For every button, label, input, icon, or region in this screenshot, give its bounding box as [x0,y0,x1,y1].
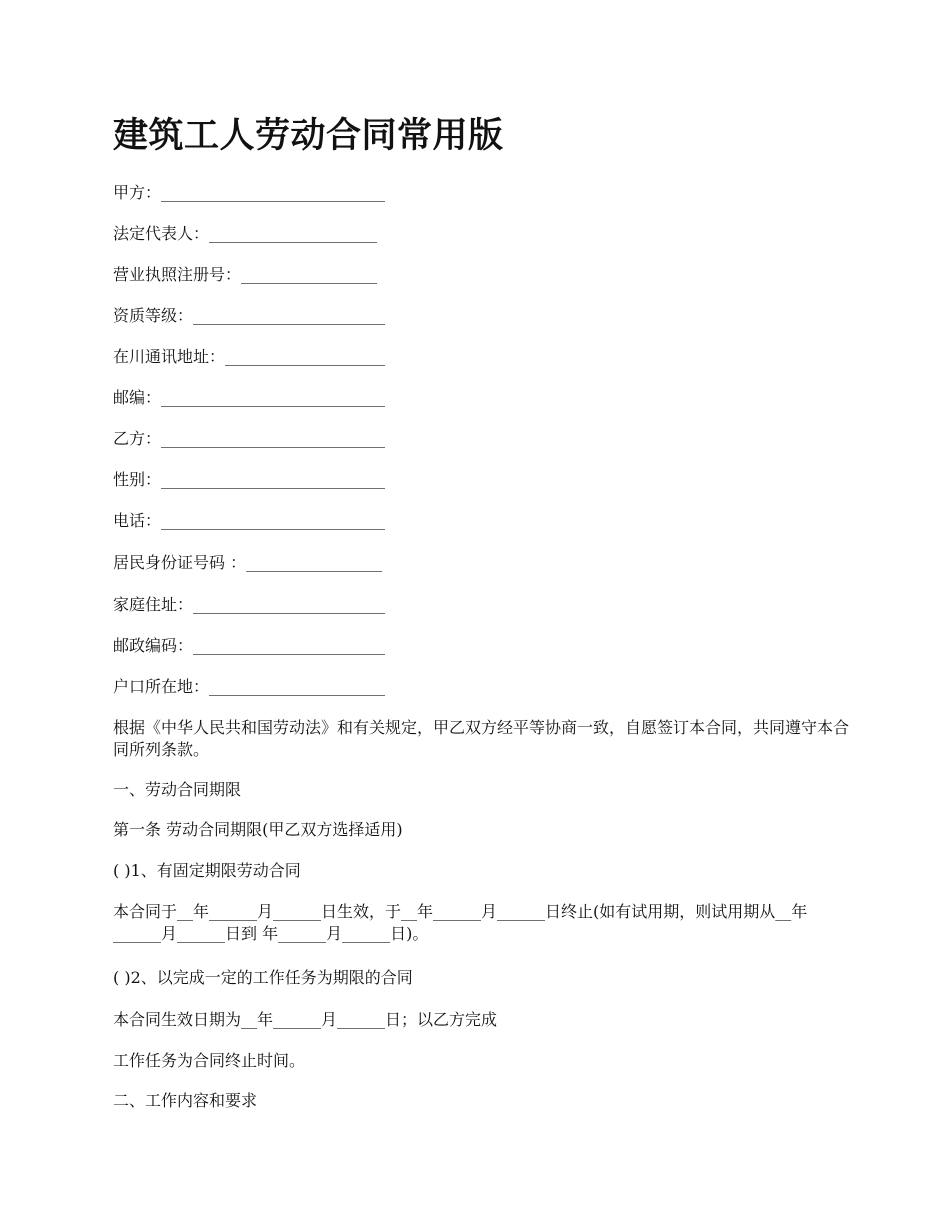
field-gender: 性别：____________________________ [113,470,386,489]
article-1: 第一条 劳动合同期限(甲乙双方选择适用) [113,820,403,839]
field-sichuan-address: 在川通讯地址：____________________ [113,347,386,366]
option-2-text-line-2: 工作任务为合同终止时间。 [113,1051,306,1070]
field-party-a: 甲方：____________________________ [113,183,386,202]
field-phone: 电话：____________________________ [113,511,386,530]
field-legal-representative: 法定代表人：_____________________ [113,224,378,243]
intro-paragraph: 根据《中华人民共和国劳动法》和有关规定，甲乙双方经平等协商一致，自愿签订本合同，共同遵守本合同所列条款。 [113,718,850,759]
field-postcode-b: 邮政编码：________________________ [113,636,386,655]
option-2-heading: ( )2、以完成一定的工作任务为期限的合同 [113,968,413,987]
option-1-heading: ( )1、有固定期限劳动合同 [113,861,301,880]
field-id-number: 居民身份证号码 ：_________________ [113,553,383,572]
option-1-text: 本合同于__年______月______日生效，于__年______月______日终止(如有试用期，则试用期从__年______月______日到 年______月______日)。 [113,902,808,943]
field-business-license-number: 营业执照注册号：_________________ [113,265,378,284]
section-2-heading: 二、工作内容和要求 [113,1091,258,1110]
field-household-registration: 户口所在地：______________________ [113,677,386,696]
field-postcode-a: 邮编：____________________________ [113,388,386,407]
field-qualification-level: 资质等级：________________________ [113,306,386,325]
option-2-text-line-1: 本合同生效日期为__年______月______日；以乙方完成 [113,1010,498,1029]
section-1-heading: 一、劳动合同期限 [113,780,242,799]
field-party-b: 乙方：____________________________ [113,429,386,448]
document-title: 建筑工人劳动合同常用版 [113,115,504,156]
field-home-address: 家庭住址：________________________ [113,595,386,614]
